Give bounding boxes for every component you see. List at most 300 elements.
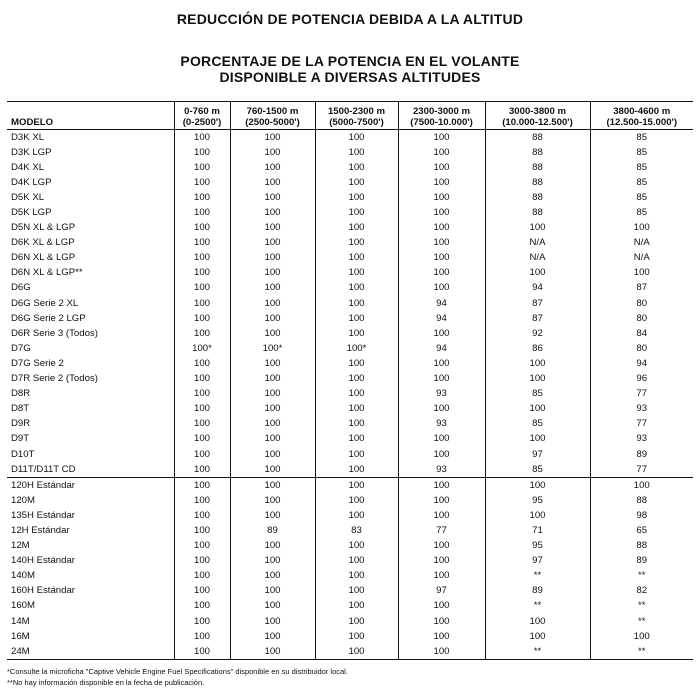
power-percent-cell: 100	[174, 417, 230, 432]
power-percent-cell: 100	[315, 493, 398, 508]
header-line-2: (7500-10.000')	[410, 117, 473, 128]
power-percent-cell: 100	[230, 326, 315, 341]
power-percent-cell: 100	[398, 356, 485, 371]
model-cell: D6G	[11, 282, 31, 294]
power-percent-cell: 84	[590, 326, 693, 341]
power-percent-cell: 92	[485, 326, 590, 341]
power-percent-cell: 98	[590, 508, 693, 523]
table-row	[7, 387, 693, 402]
table-title-line-2: DISPONIBLE A DIVERSAS ALTITUDES	[219, 69, 481, 85]
power-percent-cell: 88	[485, 145, 590, 160]
table-row	[7, 205, 693, 220]
power-percent-cell: 65	[590, 523, 693, 538]
power-percent-cell: 100	[174, 478, 230, 494]
power-percent-cell: 100	[315, 311, 398, 326]
power-percent-cell: 100	[174, 372, 230, 387]
power-percent-cell: 100	[315, 629, 398, 644]
power-percent-cell: 100	[230, 584, 315, 599]
power-percent-cell: 85	[590, 175, 693, 190]
power-percent-cell: 100	[174, 523, 230, 538]
power-percent-cell: 100	[590, 629, 693, 644]
power-percent-cell: 100	[398, 599, 485, 614]
power-percent-cell: 100	[398, 251, 485, 266]
table-row	[7, 584, 693, 599]
power-percent-cell: 80	[590, 341, 693, 356]
power-percent-cell: 100	[485, 372, 590, 387]
power-percent-cell: 100	[174, 432, 230, 447]
power-percent-cell: 100	[174, 205, 230, 220]
header-line-2: MODELO	[11, 117, 54, 128]
model-cell: 24M	[7, 644, 174, 660]
model-cell: D11T/D11T CD	[11, 463, 76, 475]
power-percent-cell: 100	[174, 130, 230, 146]
power-percent-cell: 77	[590, 417, 693, 432]
power-percent-cell: 100	[230, 372, 315, 387]
power-percent-cell: 97	[398, 584, 485, 599]
table-row	[7, 478, 693, 494]
power-percent-cell: 100	[230, 447, 315, 462]
model-cell: D3K LGP	[11, 146, 52, 158]
page-title: REDUCCIÓN DE POTENCIA DEBIDA A LA ALTITUD	[176, 11, 524, 27]
power-percent-cell: 100	[315, 644, 398, 660]
power-percent-cell: 100	[315, 508, 398, 523]
power-percent-cell: 100	[230, 478, 315, 494]
model-cell: 135H Estándar	[11, 509, 75, 521]
table-row	[7, 447, 693, 462]
power-percent-cell: 100	[398, 266, 485, 281]
power-percent-cell: N/A	[590, 251, 693, 266]
power-percent-cell: 100	[230, 387, 315, 402]
model-cell: D10T	[11, 448, 35, 460]
power-percent-cell: 94	[398, 311, 485, 326]
model-cell: D8R	[11, 388, 31, 400]
power-percent-cell: 88	[590, 493, 693, 508]
power-percent-cell: 100	[174, 493, 230, 508]
power-percent-cell: 85	[485, 417, 590, 432]
power-percent-cell: 100	[230, 493, 315, 508]
power-percent-cell: 100	[315, 554, 398, 569]
table-row	[7, 175, 693, 190]
model-cell: 12H Estándar	[11, 524, 70, 536]
header-line-2: (5000-7500')	[329, 117, 384, 128]
power-percent-cell: 100*	[315, 341, 398, 356]
power-percent-cell: 95	[485, 539, 590, 554]
power-percent-cell: 100	[315, 205, 398, 220]
table-row	[7, 462, 693, 478]
table-row	[7, 432, 693, 447]
power-percent-cell: 100	[174, 644, 230, 660]
power-percent-cell: 100	[174, 614, 230, 629]
power-percent-cell: 94	[398, 296, 485, 311]
power-percent-cell: 85	[590, 145, 693, 160]
power-percent-cell: N/A	[485, 236, 590, 251]
power-percent-cell: 100	[230, 554, 315, 569]
power-percent-cell: 100	[315, 387, 398, 402]
model-cell: D6K XL & LGP	[11, 237, 75, 249]
header-line-2: (0-2500')	[182, 117, 222, 128]
power-percent-cell: 100	[174, 326, 230, 341]
power-percent-cell: **	[590, 599, 693, 614]
header-line-2: (12.500-15.000')	[606, 117, 678, 128]
power-percent-cell: 100	[398, 644, 485, 660]
power-percent-cell: 100	[398, 402, 485, 417]
power-percent-cell: 88	[485, 205, 590, 220]
power-percent-cell: 100	[174, 145, 230, 160]
model-cell: D6R Serie 3 (Todos)	[11, 327, 98, 339]
header-line-1: 3800-4600 m	[613, 106, 671, 117]
power-percent-cell: 100	[590, 221, 693, 236]
table-row	[7, 539, 693, 554]
power-percent-cell: 100	[315, 539, 398, 554]
power-percent-cell: 100	[315, 130, 398, 146]
header-altitude-range	[315, 102, 398, 130]
power-percent-cell: 87	[485, 296, 590, 311]
power-percent-cell: 100	[230, 417, 315, 432]
power-percent-cell: 97	[485, 554, 590, 569]
table-row	[7, 341, 693, 356]
power-percent-cell: 100	[174, 236, 230, 251]
power-percent-cell: 100	[398, 175, 485, 190]
model-cell: D5K XL	[11, 191, 45, 203]
power-percent-cell: 100	[315, 236, 398, 251]
power-percent-cell: 100	[485, 221, 590, 236]
model-cell: D3K XL	[11, 131, 45, 143]
table-row	[7, 508, 693, 523]
model-cell: D6N XL & LGP	[11, 252, 76, 264]
power-percent-cell: 89	[590, 554, 693, 569]
power-percent-cell: 100	[174, 462, 230, 478]
power-percent-cell: 100	[174, 402, 230, 417]
altitude-derating-table	[7, 101, 693, 660]
power-percent-cell: 100	[398, 478, 485, 494]
power-percent-cell: 100	[315, 614, 398, 629]
power-percent-cell: 85	[485, 387, 590, 402]
power-percent-cell: 100	[230, 508, 315, 523]
power-percent-cell: 94	[398, 341, 485, 356]
footnote-1: *Consulte la microficha "Captive Vehicle Engine Fuel Specifications" disponible en su distribuidor local.	[7, 667, 348, 676]
power-percent-cell: 100	[174, 251, 230, 266]
power-percent-cell: 94	[590, 356, 693, 371]
model-cell: D6N XL & LGP**	[11, 267, 83, 279]
power-percent-cell: 100	[315, 266, 398, 281]
table-row	[7, 311, 693, 326]
header-line-1: 0-760 m	[184, 106, 220, 117]
power-percent-cell: 100	[398, 569, 485, 584]
power-percent-cell: 100	[174, 508, 230, 523]
power-percent-cell: 100	[398, 205, 485, 220]
power-percent-cell: **	[590, 569, 693, 584]
table-row	[7, 236, 693, 251]
power-percent-cell: 93	[398, 417, 485, 432]
table-row	[7, 130, 693, 146]
footnote-2: **No hay información disponible en la fecha de publicación.	[7, 678, 205, 687]
table-row	[7, 569, 693, 584]
power-percent-cell: 100	[315, 462, 398, 478]
power-percent-cell: 100	[230, 251, 315, 266]
power-percent-cell: 100	[315, 296, 398, 311]
power-percent-cell: 100	[174, 599, 230, 614]
table-row	[7, 554, 693, 569]
power-percent-cell: 100	[230, 569, 315, 584]
power-percent-cell: 80	[590, 296, 693, 311]
power-percent-cell: 100	[230, 629, 315, 644]
power-percent-cell: 93	[590, 432, 693, 447]
header-line-1: 1500-2300 m	[327, 106, 386, 117]
power-percent-cell: 100	[315, 402, 398, 417]
power-percent-cell: 97	[485, 447, 590, 462]
table-title	[0, 53, 700, 85]
model-cell: D7G Serie 2	[11, 357, 64, 369]
power-percent-cell: 100	[174, 221, 230, 236]
power-percent-cell: 87	[485, 311, 590, 326]
power-percent-cell: 85	[590, 160, 693, 175]
model-cell: D4K XL	[11, 161, 45, 173]
power-percent-cell: 100	[230, 175, 315, 190]
header-altitude-range	[590, 102, 693, 130]
power-percent-cell: 100	[398, 281, 485, 296]
header-line-1: 2300-3000 m	[412, 106, 471, 117]
power-percent-cell: 94	[485, 281, 590, 296]
power-percent-cell: 96	[590, 372, 693, 387]
power-percent-cell: 100	[230, 614, 315, 629]
power-percent-cell: 93	[398, 387, 485, 402]
power-percent-cell: 100	[485, 402, 590, 417]
power-percent-cell: 100	[398, 539, 485, 554]
power-percent-cell: 100	[315, 372, 398, 387]
table-header-row	[7, 102, 693, 130]
power-percent-cell: 100	[230, 462, 315, 478]
header-line-2: (2500-5000')	[245, 117, 300, 128]
power-percent-cell: 100	[398, 190, 485, 205]
power-percent-cell: 100	[174, 311, 230, 326]
power-percent-cell: 100	[230, 599, 315, 614]
power-percent-cell: 100	[315, 356, 398, 371]
power-percent-cell: **	[485, 644, 590, 660]
power-percent-cell: 100	[590, 266, 693, 281]
power-percent-cell: 100	[230, 402, 315, 417]
power-percent-cell: 100	[174, 554, 230, 569]
power-percent-cell: 89	[485, 584, 590, 599]
power-percent-cell: **	[590, 614, 693, 629]
power-percent-cell: 100	[230, 160, 315, 175]
power-percent-cell: 100	[398, 432, 485, 447]
power-percent-cell: 100	[230, 311, 315, 326]
power-percent-cell: 85	[590, 130, 693, 146]
power-percent-cell: 100	[398, 145, 485, 160]
model-cell: D5K LGP	[11, 207, 52, 219]
power-percent-cell: 100	[230, 281, 315, 296]
power-percent-cell: 100	[315, 221, 398, 236]
model-cell: D8T	[11, 403, 30, 415]
header-model	[7, 102, 174, 130]
power-percent-cell: 100	[230, 356, 315, 371]
power-percent-cell: 100	[315, 584, 398, 599]
power-percent-cell: 100	[174, 539, 230, 554]
model-cell: 120H Estándar	[7, 478, 174, 494]
power-percent-cell: 86	[485, 341, 590, 356]
power-percent-cell: 100	[315, 175, 398, 190]
power-percent-cell: 93	[590, 402, 693, 417]
power-percent-cell: **	[590, 644, 693, 660]
power-percent-cell: N/A	[590, 236, 693, 251]
power-percent-cell: 100	[485, 356, 590, 371]
power-percent-cell: 100	[485, 266, 590, 281]
power-percent-cell: 93	[398, 462, 485, 478]
model-cell: 12M	[11, 540, 30, 552]
table-row	[7, 417, 693, 432]
power-percent-cell: 89	[230, 523, 315, 538]
power-percent-cell: 100	[398, 629, 485, 644]
power-percent-cell: 77	[590, 462, 693, 478]
power-percent-cell: 100	[230, 236, 315, 251]
power-percent-cell: 100	[398, 236, 485, 251]
power-percent-cell: **	[485, 599, 590, 614]
power-percent-cell: 100	[398, 493, 485, 508]
power-percent-cell: 100	[315, 417, 398, 432]
power-percent-cell: 83	[315, 523, 398, 538]
power-percent-cell: 100*	[174, 341, 230, 356]
table-row	[7, 523, 693, 538]
table-row	[7, 145, 693, 160]
power-percent-cell: 89	[590, 447, 693, 462]
power-percent-cell: 82	[590, 584, 693, 599]
power-percent-cell: 100	[315, 599, 398, 614]
power-percent-cell: 88	[590, 539, 693, 554]
power-percent-cell: 100	[174, 281, 230, 296]
power-percent-cell: 100	[174, 190, 230, 205]
table-row	[7, 190, 693, 205]
power-percent-cell: 100	[315, 190, 398, 205]
power-percent-cell: 85	[590, 190, 693, 205]
model-cell: 120M	[11, 494, 35, 506]
header-line-1: 3000-3800 m	[508, 106, 567, 117]
power-percent-cell: 100	[315, 145, 398, 160]
power-percent-cell: 100	[485, 508, 590, 523]
power-percent-cell: 100	[230, 296, 315, 311]
power-percent-cell: 88	[485, 175, 590, 190]
power-percent-cell: 100	[230, 205, 315, 220]
table-row	[7, 599, 693, 614]
model-cell: D9T	[11, 433, 30, 445]
model-cell: D6G Serie 2 XL	[11, 297, 79, 309]
power-percent-cell: 100	[230, 539, 315, 554]
power-percent-cell: 100	[230, 266, 315, 281]
power-percent-cell: 100	[174, 569, 230, 584]
power-percent-cell: 100	[174, 447, 230, 462]
header-altitude-range	[230, 102, 315, 130]
power-percent-cell: 77	[398, 523, 485, 538]
model-cell: 160H Estándar	[11, 585, 75, 597]
power-percent-cell: 100	[315, 251, 398, 266]
table-row	[7, 266, 693, 281]
table-row	[7, 372, 693, 387]
power-percent-cell: 77	[590, 387, 693, 402]
table-row	[7, 221, 693, 236]
power-percent-cell: 100	[174, 629, 230, 644]
table-row	[7, 296, 693, 311]
power-percent-cell: 100	[230, 644, 315, 660]
power-percent-cell: 100	[230, 190, 315, 205]
model-cell: 140H Estándar	[11, 555, 75, 567]
power-percent-cell: 100	[590, 478, 693, 494]
power-percent-cell: **	[485, 569, 590, 584]
power-percent-cell: 100	[315, 281, 398, 296]
header-line-2: (10.000-12.500')	[502, 117, 573, 128]
power-percent-cell: 100	[230, 221, 315, 236]
power-percent-cell: 100	[315, 432, 398, 447]
power-percent-cell: 100	[174, 387, 230, 402]
model-cell: D7G	[11, 342, 31, 354]
power-percent-cell: 100	[398, 130, 485, 146]
model-cell: 14M	[11, 615, 30, 627]
power-percent-cell: N/A	[485, 251, 590, 266]
power-percent-cell: 100	[485, 432, 590, 447]
model-cell: D6G Serie 2 LGP	[11, 312, 86, 324]
model-cell: 160M	[11, 600, 35, 612]
model-cell: D5N XL & LGP	[11, 222, 76, 234]
power-percent-cell: 85	[590, 205, 693, 220]
table-row	[7, 326, 693, 341]
power-percent-cell: 100	[315, 569, 398, 584]
table-row	[7, 629, 693, 644]
power-percent-cell: 100	[485, 478, 590, 494]
power-percent-cell: 71	[485, 523, 590, 538]
power-percent-cell: 100	[230, 130, 315, 146]
power-percent-cell: 87	[590, 281, 693, 296]
power-percent-cell: 100	[398, 554, 485, 569]
power-percent-cell: 100	[174, 266, 230, 281]
power-percent-cell: 100	[315, 447, 398, 462]
power-percent-cell: 100	[485, 629, 590, 644]
model-cell: D9R	[11, 418, 31, 430]
power-percent-cell: 100	[398, 326, 485, 341]
power-percent-cell: 100	[315, 160, 398, 175]
power-percent-cell: 88	[485, 130, 590, 146]
power-percent-cell: 100	[398, 508, 485, 523]
table-row	[7, 356, 693, 371]
power-percent-cell: 95	[485, 493, 590, 508]
power-percent-cell: 100	[398, 447, 485, 462]
model-cell: 140M	[11, 570, 35, 582]
table-row	[7, 402, 693, 417]
power-percent-cell: 80	[590, 311, 693, 326]
power-percent-cell: 100	[230, 432, 315, 447]
power-percent-cell: 100	[398, 614, 485, 629]
power-percent-cell: 88	[485, 190, 590, 205]
table-row	[7, 614, 693, 629]
power-percent-cell: 100	[398, 372, 485, 387]
model-cell: D4K LGP	[11, 176, 52, 188]
power-percent-cell: 100	[398, 221, 485, 236]
table-row	[7, 251, 693, 266]
power-percent-cell: 100	[174, 584, 230, 599]
table-row	[7, 644, 693, 660]
power-percent-cell: 100	[174, 175, 230, 190]
header-altitude-range	[398, 102, 485, 130]
table-title-line-1: PORCENTAJE DE LA POTENCIA EN EL VOLANTE	[180, 53, 520, 69]
power-percent-cell: 100	[230, 145, 315, 160]
power-percent-cell: 100	[174, 160, 230, 175]
power-percent-cell: 100	[398, 160, 485, 175]
header-altitude-range	[485, 102, 590, 130]
table-body	[7, 130, 693, 660]
model-cell: D7R Serie 2 (Todos)	[11, 373, 98, 385]
power-percent-cell: 100	[315, 326, 398, 341]
table-row	[7, 493, 693, 508]
power-percent-cell: 100	[174, 296, 230, 311]
header-altitude-range	[174, 102, 230, 130]
table-row	[7, 281, 693, 296]
